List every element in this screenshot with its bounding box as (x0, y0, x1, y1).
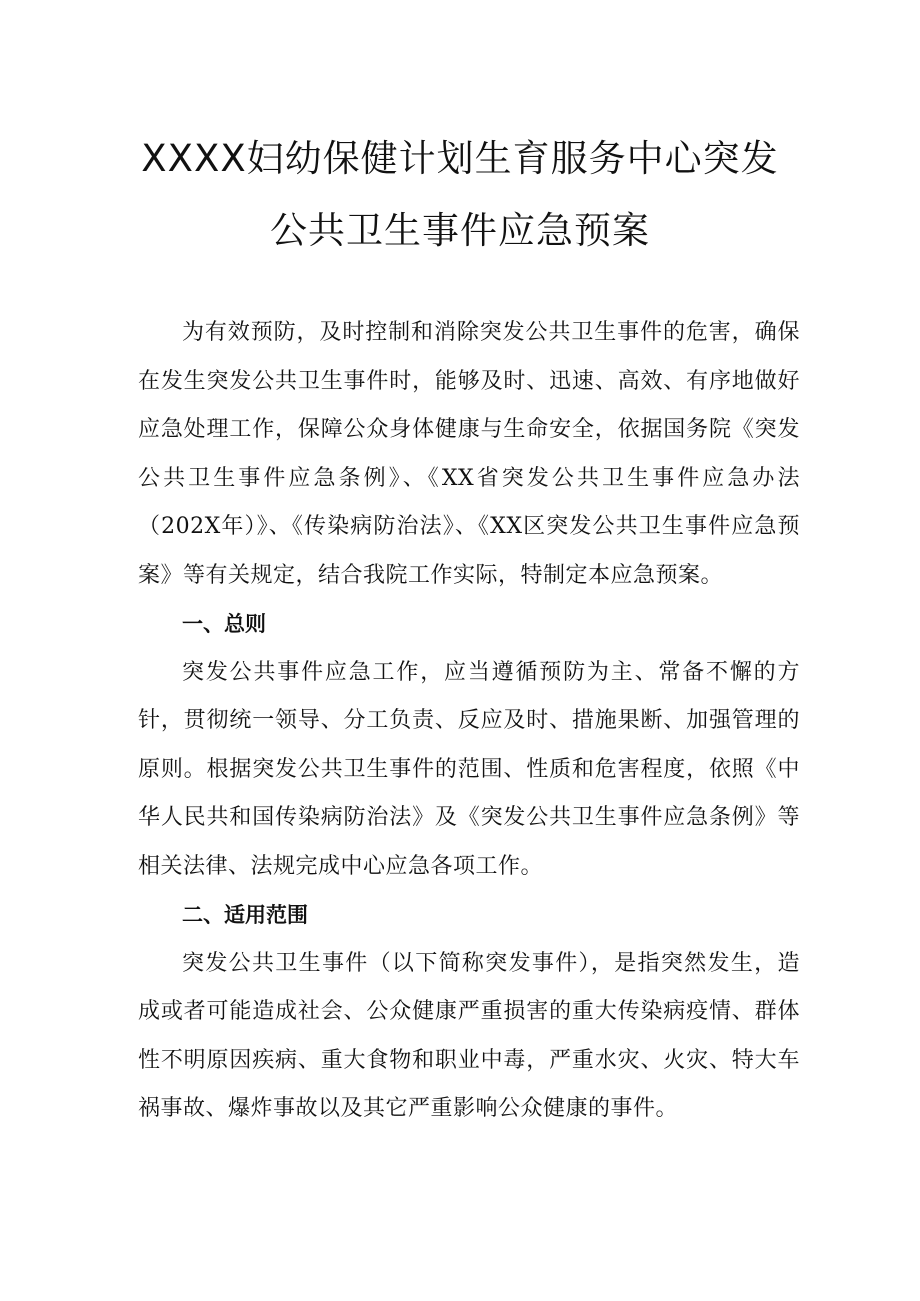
section-heading-scope: 二、适用范围 (182, 903, 308, 927)
document-title-line-1: XXXX妇幼保健计划生育服务中心突发 (141, 137, 779, 180)
document-title-line-2: 公共卫生事件应急预案 (270, 209, 650, 252)
section-paragraph-scope: 突发公共卫生事件（以下简称突发事件），是指突然发生，造成或者可能造成社会、公众健康严重损害的重大传染病疫情、群体性不明原因疾病、重大食物和职业中毒，严重水灾、火灾、特大车祸事故、爆炸事故以及其它严重影响公众健康的事件。 (138, 950, 800, 1121)
section-heading-general: 一、总则 (182, 612, 266, 636)
document-body (138, 309, 800, 1134)
intro-paragraph: 为有效预防，及时控制和消除突发公共卫生事件的危害，确保在发生突发公共卫生事件时，能够及时、迅速、高效、有序地做好应急处理工作，保障公众身体健康与生命安全，依据国务院《突发公共卫生事件应急条例》、《XX省突发公共卫生事件应急办法（202X年）》、《传染病防治法》、《XX区突发公共卫生事件应急预案》等有关规定，结合我院工作实际，特制定本应急预案。 (138, 320, 800, 588)
section-paragraph-general: 突发公共事件应急工作，应当遵循预防为主、常备不懈的方针，贯彻统一领导、分工负责、反应及时、措施果断、加强管理的原则。根据突发公共卫生事件的范围、性质和危害程度，依照《中华人民共和国传染病防治法》及《突发公共卫生事件应急条例》等相关法律、法规完成中心应急各项工作。 (138, 659, 800, 879)
